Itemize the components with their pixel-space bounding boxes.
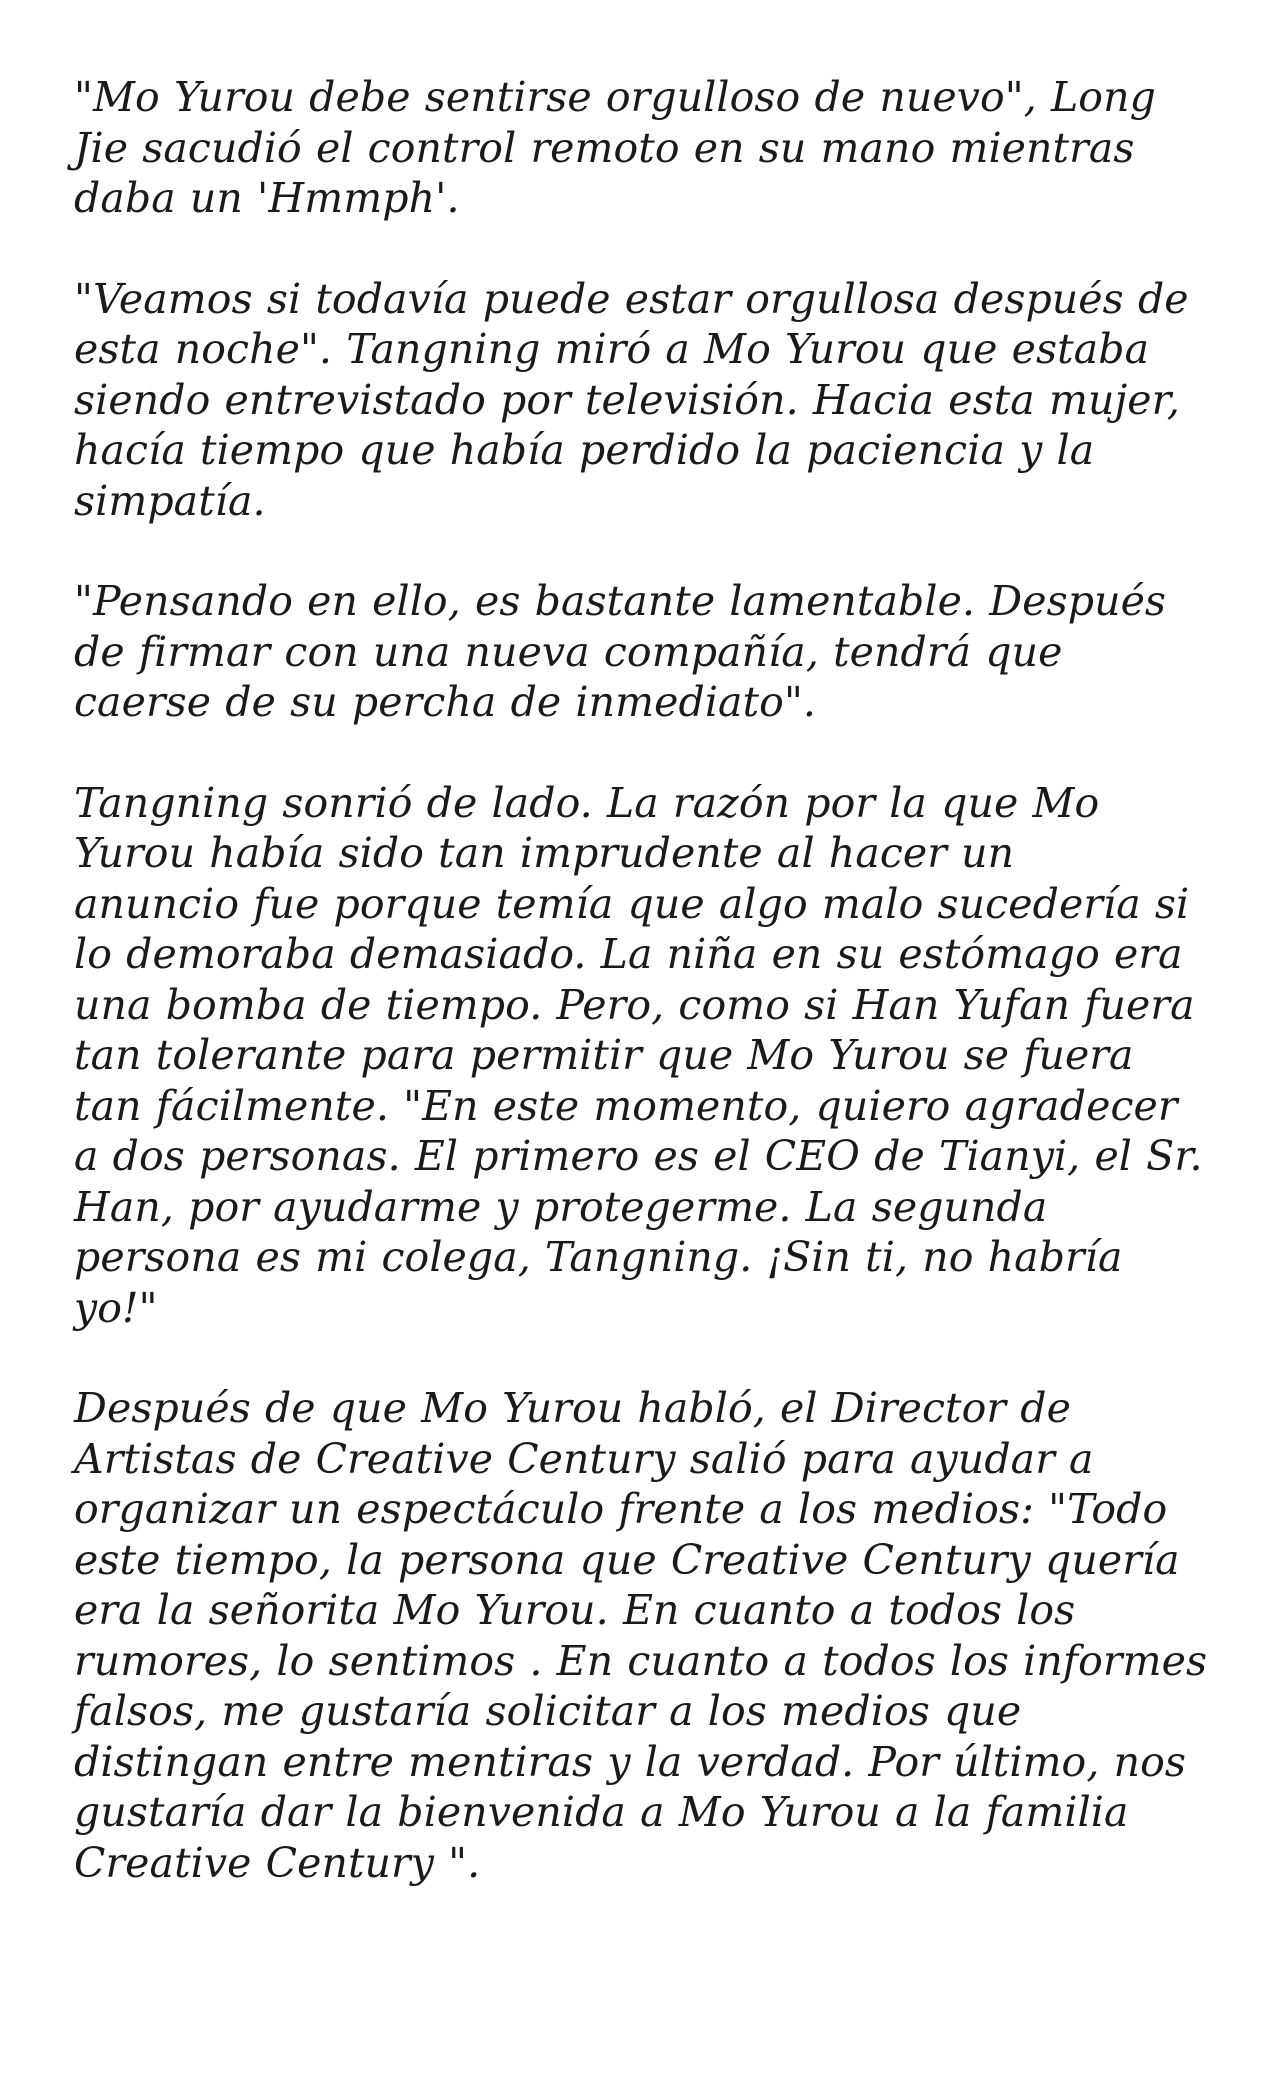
- text-line: "Mo Yurou debe sentirse orgulloso de nuevo", Long: [74, 73, 1156, 121]
- text-line: "Veamos si todavía puede estar orgullosa después de: [74, 274, 1189, 323]
- paragraph-3: [74, 576, 1214, 728]
- text-line: persona es mi colega, Tangning. ¡Sin ti, no habría: [74, 1233, 1123, 1281]
- text-line: Yurou había sido tan imprudente al hacer un: [74, 829, 1015, 877]
- text-line: Artistas de Creative Century salió para ayudar a: [74, 1434, 1094, 1483]
- text-line: simpatía.: [74, 476, 266, 525]
- text-line: Jie sacudió el control remoto en su mano mientras: [74, 123, 1135, 172]
- text-line: "Pensando en ello, es bastante lamentable. Después: [74, 577, 1167, 625]
- text-line: este tiempo, la persona que Creative Century quería: [74, 1535, 1180, 1584]
- text-line: Creative Century ".: [74, 1838, 481, 1887]
- document-body: [74, 72, 1214, 1938]
- text-line: daba un 'Hmmph'.: [74, 174, 460, 222]
- text-line: esta noche". Tangning miró a Mo Yurou que estaba: [74, 325, 1150, 373]
- text-line: a dos personas. El primero es el CEO de Tianyi, el Sr.: [74, 1132, 1203, 1180]
- text-line: Tangning sonrió de lado. La razón por la que Mo: [74, 778, 1100, 827]
- text-line: yo!": [74, 1283, 158, 1332]
- text-line: organizar un espectáculo frente a los medios: "Todo: [74, 1485, 1168, 1533]
- paragraph-4: [74, 778, 1214, 1334]
- text-line: tan tolerante para permitir que Mo Yurou se fuera: [74, 1031, 1134, 1079]
- text-line: tan fácilmente. "En este momento, quiero agradecer: [74, 1081, 1178, 1130]
- text-line: una bomba de tiempo. Pero, como si Han Yufan fuera: [74, 980, 1195, 1029]
- text-line: rumores, lo sentimos . En cuanto a todos los informes: [74, 1636, 1208, 1685]
- text-line: siendo entrevistado por televisión. Hacia esta mujer,: [74, 375, 1180, 424]
- paragraph-2: [74, 274, 1214, 527]
- text-line: lo demoraba demasiado. La niña en su estómago era: [74, 930, 1183, 978]
- text-line: Después de que Mo Yurou habló, el Director de: [74, 1384, 1071, 1432]
- text-line: falsos, me gustaría solicitar a los medios que: [74, 1687, 1022, 1735]
- text-line: de firmar con una nueva compañía, tendrá que: [74, 627, 1063, 676]
- text-line: Han, por ayudarme y protegerme. La segunda: [74, 1182, 1048, 1231]
- paragraph-5: [74, 1383, 1214, 1888]
- text-line: caerse de su percha de inmediato".: [74, 678, 817, 726]
- text-line: era la señorita Mo Yurou. En cuanto a todos los: [74, 1586, 1076, 1634]
- text-line: distingan entre mentiras y la verdad. Por último, nos: [74, 1737, 1187, 1786]
- text-line: gustaría dar la bienvenida a Mo Yurou a la familia: [74, 1788, 1129, 1836]
- text-line: anuncio fue porque temía que algo malo sucedería si: [74, 879, 1190, 928]
- paragraph-1: [74, 72, 1214, 224]
- text-line: hacía tiempo que había perdido la paciencia y la: [74, 426, 1095, 474]
